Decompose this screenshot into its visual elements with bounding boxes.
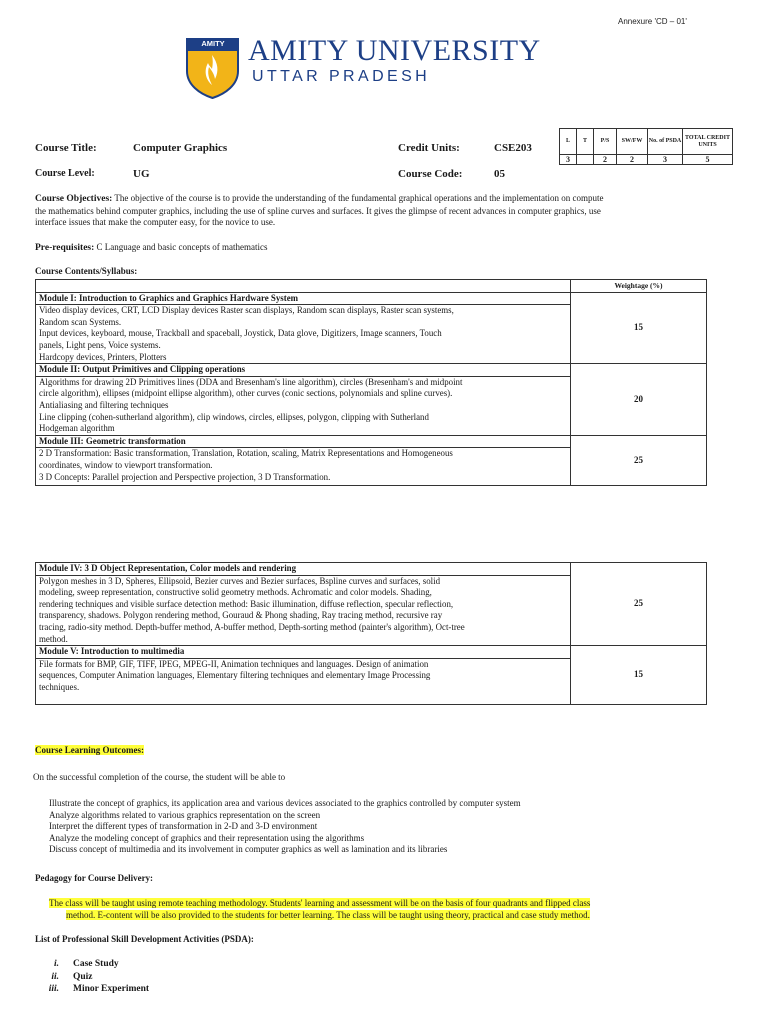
module-line: Hardcopy devices, Printers, Plotters [39,351,167,362]
outcome-item: Analyze algorithms related to various graphics representation on the screen [49,809,321,820]
outcomes-intro: On the successful completion of the course, the student will be able to [33,772,286,782]
psda-item-number: i. [53,959,59,969]
module-content [36,305,571,364]
module-line: modeling, sweep representation, constructive solid geometry methods. Achromatic and color models. Shading, [39,587,432,598]
credit-units-label: Credit Units: [398,142,460,154]
ltp-header-cell: No. of PSDA [648,129,683,155]
outcomes-label-text: Course Learning Outcomes: [35,745,144,755]
module-title: Module IV: 3 D Object Representation, Color models and rendering [36,563,571,576]
module-line: Polygon meshes in 3 D, Spheres, Ellipsoid, Bezier curves and Bezier surfaces, Bspline curves and surfaces, solid [39,575,441,586]
objectives-text: The objective of the course is to provide the understanding of the fundamental graphical operations and the implementation on compute [112,193,604,203]
objectives-text: the mathematics behind computer graphics, including the use of spline curves and surfaces. It gives the glimpse of recent advances in computer graphics, use [35,205,601,216]
module-line: Input devices, keyboard, mouse, Trackball and spaceball, Joystick, Data glove, Digitizers, Image scanners, Touch [39,328,442,339]
module-weight: 15 [571,646,707,704]
credit-distribution-table [559,128,733,165]
module-weight: 15 [571,292,707,364]
university-name: AMITY UNIVERSITY [248,34,541,67]
module-content [36,376,571,435]
prerequisites [35,242,267,255]
module-content [36,658,571,704]
psda-item [35,971,149,984]
psda-item-text: Case Study [73,959,119,969]
module-content [36,575,571,646]
module-line: sequences, Computer Animation languages, Elementary filtering techniques and elementary Image Processing [39,670,431,681]
empty-header-cell [36,280,571,293]
logo-text: AMITY [201,39,225,48]
pedagogy-text [49,898,590,921]
annexure-label: Annexure 'CD – 01' [618,17,687,26]
module-line: panels, Light pens, Voice systems. [39,339,161,350]
module-weight: 20 [571,364,707,436]
ltp-value-cell: 3 [560,155,577,165]
psda-item-number: iii. [48,984,59,994]
syllabus-label: Course Contents/Syllabus: [35,266,138,276]
psda-item [35,958,149,971]
ltp-header-cell: TOTAL CREDIT UNITS [683,129,733,155]
module-line: Antialiasing and filtering techniques [39,399,169,410]
objectives-label: Course Objectives: [35,194,113,204]
course-level-label: Course Level: [35,168,95,179]
prerequisites-text: C Language and basic concepts of mathematics [94,242,268,252]
ltp-value-cell [577,155,594,165]
pedagogy-label: Pedagogy for Course Delivery: [35,873,154,883]
module-line: techniques. [39,681,80,692]
ltp-header-cell: L [560,129,577,155]
ltp-value-cell: 3 [648,155,683,165]
course-code-label: Course Code: [398,168,463,180]
ltp-value-cell: 5 [683,155,733,165]
module-line: rendering techniques and visible surface detection method: Basic illumination, diffuse reflection, specular reflection, [39,598,454,609]
syllabus-table-continued [35,562,707,705]
psda-label: List of Professional Skill Development Activities (PSDA): [35,934,254,944]
module-line: transparency, shadows. Polygon rendering method, Gouraud & Phong shading, Ray tracing method, recursive ray [39,610,443,621]
ltp-header-cell: P/S [594,129,617,155]
prerequisites-label: Pre-requisites: [35,243,95,253]
module-line: Hodgeman algorithm [39,423,115,434]
module-line: Algorithms for drawing 2D Primitives lines (DDA and Bresenham's line algorithm), circles (Bresenham's and midpoint [39,376,463,387]
credit-units-value: CSE203 [494,142,532,154]
outcomes-list [49,798,521,856]
ltp-header-cell: T [577,129,594,155]
ltp-value-cell: 2 [594,155,617,165]
module-weight: 25 [571,563,707,646]
psda-item-text: Quiz [73,971,93,982]
course-code-value: 05 [494,168,505,180]
module-line: 2 D Transformation: Basic transformation, Translation, Rotation, scaling, Matrix Representations and Homogeneous [39,448,453,459]
psda-list [35,958,149,996]
pedagogy-line: The class will be taught using remote teaching methodology. Students' learning and assessment will be on the basis of four quadrants and flipped class [49,898,591,908]
university-state: UTTAR PRADESH [252,68,431,85]
module-line: tracing, radio-sity method. Depth-buffer method, A-buffer method, Depth-sorting method (painter's algorithm), Oct-tree [39,621,465,632]
ltp-header-cell: SW/FW [617,129,648,155]
outcomes-label [35,745,144,757]
outcome-item: Discuss concept of multimedia and its involvement in computer graphics as well as lamination and its libraries [49,844,448,855]
weightage-header: Weightage (%) [571,280,707,293]
psda-item-text: Minor Experiment [73,984,150,994]
psda-item [35,983,149,996]
module-line: Video display devices, CRT, LCD Display devices Raster scan displays, Random scan displays, Raster scan systems, [39,305,454,316]
psda-item-number: ii. [51,971,59,982]
outcome-item: Interpret the different types of transformation in 2-D and 3-D environment [49,821,318,832]
outcome-item: Illustrate the concept of graphics, its application area and various devices associated to the graphics controlled by computer system [49,798,521,808]
module-weight: 25 [571,435,707,485]
objectives-text: interface issues that make the computer easy, for the novice to use. [35,217,276,228]
outcome-item: Analyze the modeling concept of graphics and their representation using the algorithms [49,832,365,843]
module-content [36,448,571,486]
syllabus-table [35,279,707,486]
module-line: Line clipping (cohen-sutherland algorithm), clip windows, circles, ellipses, polygon, clipping with Sutherland [39,411,429,422]
course-objectives [35,193,735,229]
module-title: Module I: Introduction to Graphics and Graphics Hardware System [36,292,571,305]
module-line: Random scan Systems. [39,316,122,327]
module-line: 3 D Concepts: Parallel projection and Perspective projection, 3 D Transformation. [39,471,331,482]
module-line: File formats for BMP, GIF, TIFF, IPEG, MPEG-II, Animation techniques and languages. Design of animation [39,658,429,669]
module-line: circle algorithm), ellipses (midpoint ellipse algorithm), other curves (conic sections, polynomials and spline curves). [39,388,453,399]
module-title: Module V: Introduction to multimedia [36,646,571,659]
course-title-label: Course Title: [35,142,97,154]
course-title-value: Computer Graphics [133,142,228,154]
module-title: Module III: Geometric transformation [36,435,571,448]
course-level-value: UG [133,168,150,180]
pedagogy-line: method. E-content will be also provided to the students for better learning. The class will be taught using theory, practical and case study method. [66,909,590,920]
module-line: coordinates, window to viewport transformation. [39,459,213,470]
module-line: method. [39,633,68,644]
module-title: Module II: Output Primitives and Clipping operations [36,364,571,377]
ltp-value-cell: 2 [617,155,648,165]
